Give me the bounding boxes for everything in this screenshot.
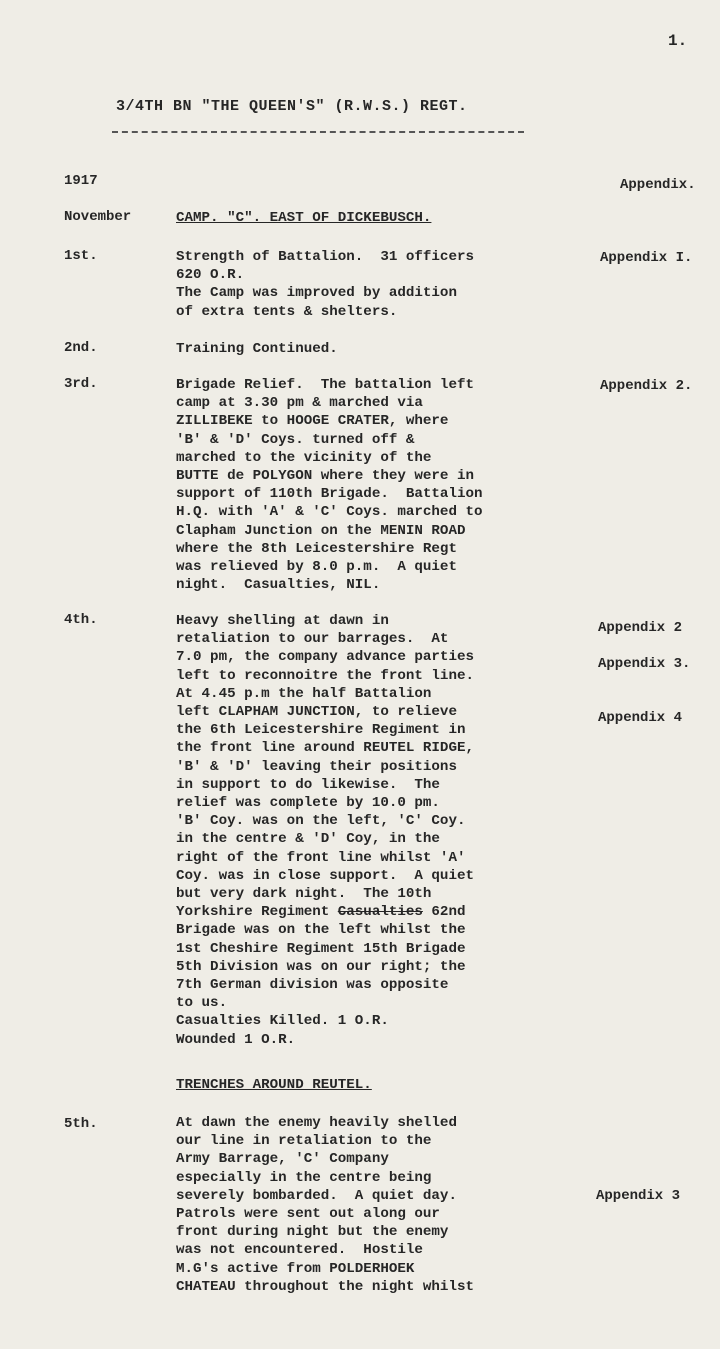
entry-line: Casualties Killed. 1 O.R. [176,1013,389,1030]
entry-line: The Camp was improved by addition [176,285,457,302]
entry-line: right of the front line whilst 'A' [176,849,466,866]
appendix-ref: Appendix 2. [600,378,693,394]
entry-line: Wounded 1 O.R. [176,1031,296,1048]
appendix-ref: Appendix I. [600,250,693,266]
entry-text [176,376,483,594]
struck-word: Casualties [337,904,423,921]
entry-line: especially in the centre being [176,1169,432,1186]
month-label: November [64,209,132,225]
entry-line: Heavy shelling at dawn in [176,613,389,629]
entry-date: 3rd. [64,376,98,392]
entry-line: Brigade Relief. The battalion left [176,377,474,393]
entry-line: the front line around REUTEL RIDGE, [176,740,474,757]
entry-line: in support to do likewise. The [176,776,440,793]
entry-line-part: 62nd [422,904,466,921]
entry-line [176,903,474,921]
appendix-ref: Appendix 4 [598,710,683,726]
entry-line: severely bombarded. A quiet day. [176,1187,457,1204]
appendix-ref: Appendix 3. [598,656,691,672]
entry-line: Training Continued. [176,341,338,357]
entry-line: At 4.45 p.m the half Battalion [176,685,432,702]
entry-line: left CLAPHAM JUNCTION, to relieve [176,704,457,721]
entry-line: Clapham Junction on the MENIN ROAD [176,522,466,539]
entry-line: CHATEAU throughout the night whilst [176,1278,474,1295]
entry-line: Coy. was in close support. A quiet [176,867,474,884]
entry-date: 5th. [64,1116,98,1132]
entry-line: our line in retaliation to the [176,1133,432,1150]
entry-line: was not encountered. Hostile [176,1242,423,1259]
entry-line: H.Q. with 'A' & 'C' Coys. marched to [176,504,483,521]
entry-line: 'B' Coy. was on the left, 'C' Coy. [176,813,466,830]
entry-text [176,612,474,1049]
entry-line: 'B' & 'D' Coys. turned off & [176,431,415,448]
title-rule [112,131,524,133]
entry-line: Brigade was on the left whilst the [176,922,466,939]
entry-line: to us. [176,995,228,1012]
entry-line: retaliation to our barrages. At [176,631,449,648]
entry-line: 1st Cheshire Regiment 15th Brigade [176,940,466,957]
year-label: 1917 [64,173,98,189]
entry-line: Patrols were sent out along our [176,1206,440,1223]
camp-heading: CAMP. "C". EAST OF DICKEBUSCH. [176,210,432,226]
entry-line-part: Yorkshire Regiment [176,904,338,921]
entry-line: was relieved by 8.0 p.m. A quiet [176,559,457,576]
entry-text [176,248,474,321]
entry-line: Army Barrage, 'C' Company [176,1151,389,1168]
entry-text [176,340,338,358]
entry-line: At dawn the enemy heavily shelled [176,1115,457,1131]
entry-line: M.G's active from POLDERHOEK [176,1260,415,1277]
entry-date: 4th. [64,612,98,628]
trenches-heading: TRENCHES AROUND REUTEL. [176,1077,372,1093]
page-title: 3/4TH BN "THE QUEEN'S" (R.W.S.) REGT. [116,98,468,115]
page-number: 1. [668,32,688,50]
entry-line: 7.0 pm, the company advance parties [176,649,474,666]
entry-line: 'B' & 'D' leaving their positions [176,758,457,775]
entry-line: where the 8th Leicestershire Regt [176,540,457,557]
entry-date: 2nd. [64,340,98,356]
entry-line: front during night but the enemy [176,1224,449,1241]
entry-date: 1st. [64,248,98,264]
entry-line: Strength of Battalion. 31 officers [176,249,474,265]
appendix-ref: Appendix 3 [596,1188,681,1204]
entry-text [176,1114,474,1296]
entry-line: relief was complete by 10.0 pm. [176,795,440,812]
entry-line: marched to the vicinity of the [176,449,432,466]
appendix-column-header: Appendix. [620,177,696,193]
entry-line: night. Casualties, NIL. [176,577,381,594]
entry-line: in the centre & 'D' Coy, in the [176,831,440,848]
entry-line: of extra tents & shelters. [176,303,398,320]
entry-line: support of 110th Brigade. Battalion [176,486,483,503]
entry-line: 620 O.R. [176,267,245,284]
entry-line: ZILLIBEKE to HOOGE CRATER, where [176,413,449,430]
entry-line: 7th German division was opposite [176,977,449,994]
entry-line: the 6th Leicestershire Regiment in [176,722,466,739]
entry-line: 5th Division was on our right; the [176,958,466,975]
entry-line: camp at 3.30 pm & marched via [176,395,423,412]
entry-line: left to reconnoitre the front line. [176,667,474,684]
appendix-ref: Appendix 2 [598,620,683,636]
entry-line: BUTTE de POLYGON where they were in [176,468,474,485]
entry-line: but very dark night. The 10th [176,886,432,903]
